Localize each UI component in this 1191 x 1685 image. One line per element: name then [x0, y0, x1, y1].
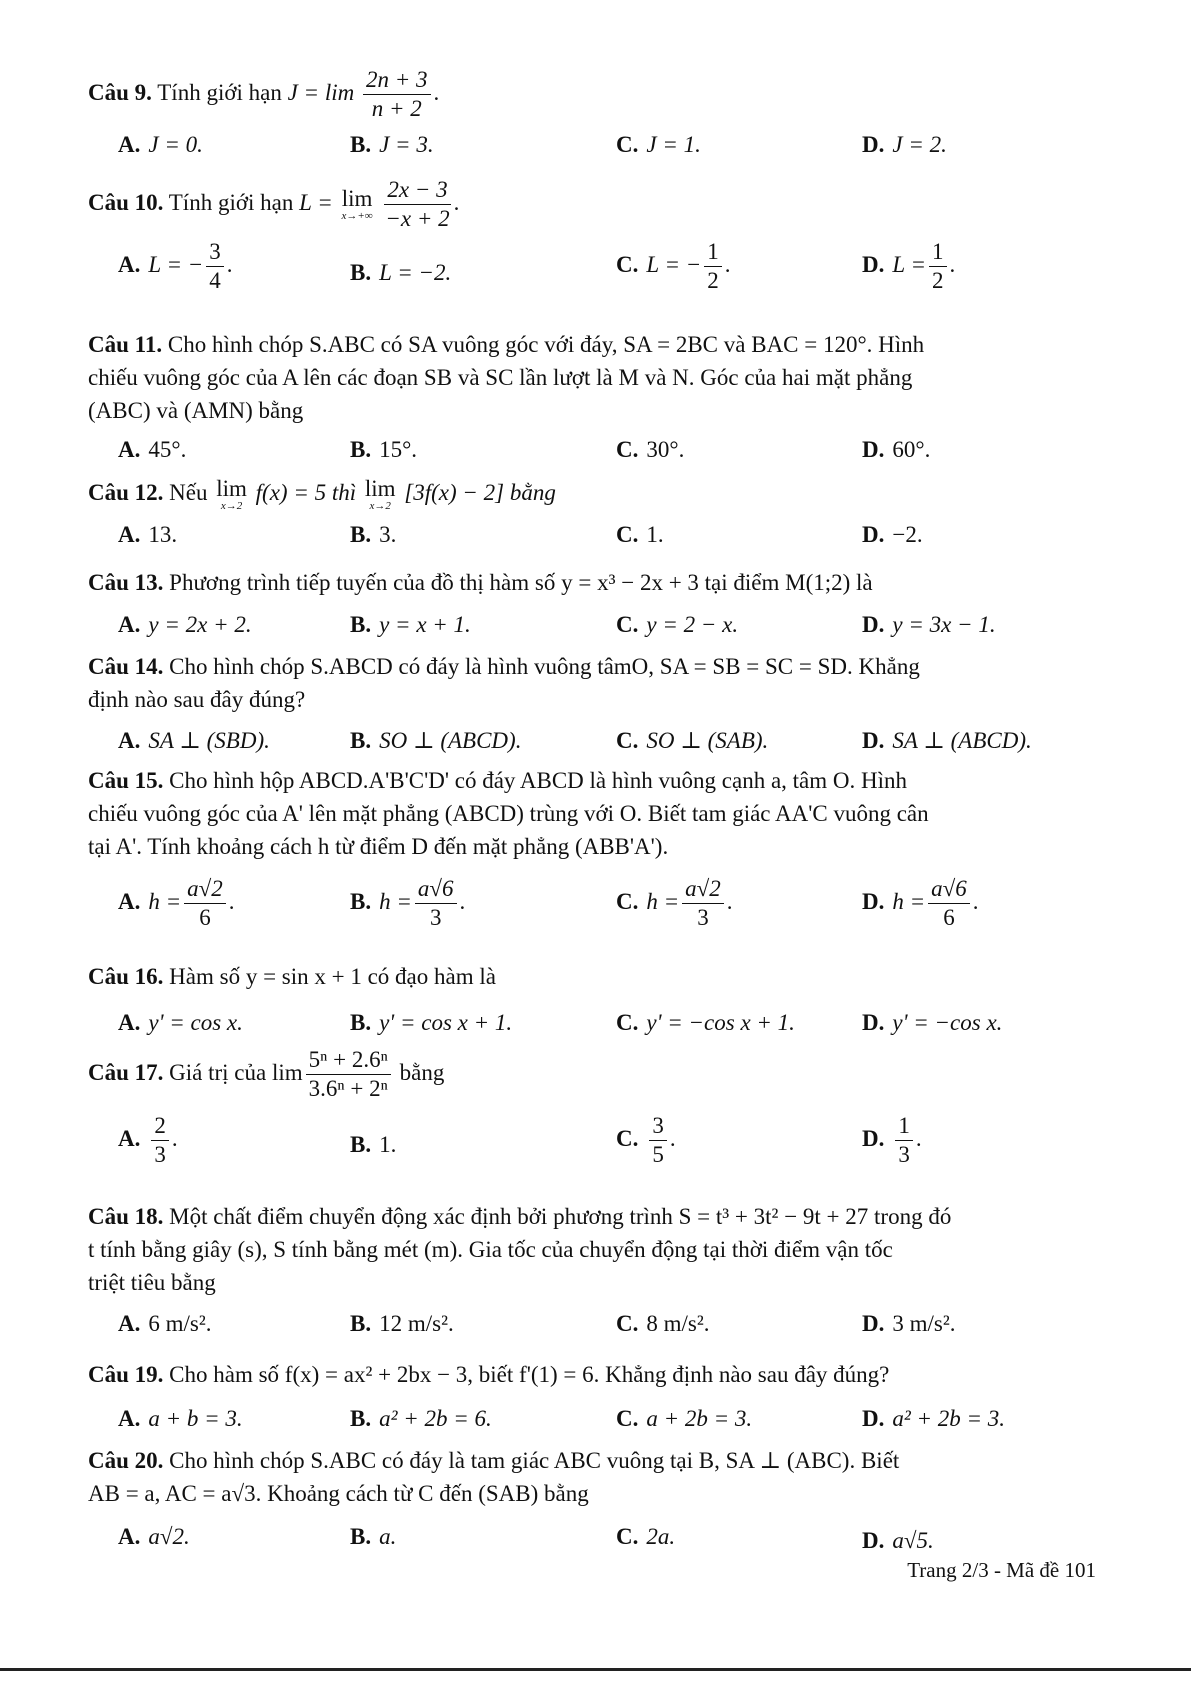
option-d[interactable]: D. −2.	[862, 522, 923, 547]
option-c[interactable]: C. h = $\frac{a√2}{3}$ .	[616, 876, 733, 930]
question-stem: Câu 11. Cho hình chóp S.ABC có SA vuông góc với đáy, SA = 2BC và BAC = 120°. Hình chiếu vuông góc của A lên các đoạn SB và SC lần lượt là M và N. Góc của hai mặt phẳng (ABC) và (AMN) bằng	[88, 332, 925, 423]
option-d[interactable]: D. $\frac{1}{3}$ .	[862, 1113, 922, 1167]
option-a[interactable]: A. 45°.	[118, 437, 187, 462]
option-b[interactable]: B. 12 m/s².	[350, 1311, 454, 1336]
option-b[interactable]: B. y = x + 1.	[350, 612, 471, 637]
options	[88, 518, 1098, 556]
question-12: Câu 12. Nếu lim x→2 f(x) = 5 thì lim x→2 [3f(x) − 2] bằng A. 13. B. 3. C. 1. D. −2.	[88, 476, 1098, 556]
option-c[interactable]: C. 2a.	[616, 1524, 676, 1549]
option-c[interactable]: C. J = 1.	[616, 132, 701, 157]
option-a[interactable]: A. y = 2x + 2.	[118, 612, 252, 637]
option-b[interactable]: B. J = 3.	[350, 132, 434, 157]
option-c[interactable]: C. y' = −cos x + 1.	[616, 1010, 795, 1035]
option-a[interactable]: A. 6 m/s².	[118, 1311, 212, 1336]
options	[88, 433, 1098, 471]
option-a[interactable]: A. y' = cos x.	[118, 1010, 243, 1035]
question-14	[88, 650, 1098, 762]
option-a[interactable]: A. a√2.	[118, 1524, 190, 1549]
question-stem: Câu 20. Cho hình chóp S.ABC có đáy là tam giác ABC vuông tại B, SA ⊥ (ABC). Biết AB = a, AC = a√3. Khoảng cách từ C đến (SAB) bằng	[88, 1448, 900, 1506]
denominator: −x + 2	[385, 206, 450, 231]
option-c[interactable]: C. L = − $\frac{1}{2}$ .	[616, 239, 731, 293]
option-d[interactable]: D. a² + 2b = 3.	[862, 1406, 1006, 1431]
option-a[interactable]: A. 13.	[118, 522, 178, 547]
question-13: Câu 13. Phương trình tiếp tuyến của đồ thị hàm số y = x³ − 2x + 3 tại điểm M(1;2) là A. y = 2x + 2. B. y = x + 1. C. y = 2 − x. D. y = 3x − 1.	[88, 566, 1098, 646]
option-c[interactable]: C. SO ⊥ (SAB).	[616, 728, 769, 753]
limit-lhs: L =	[299, 189, 333, 215]
option-d[interactable]: D. 60°.	[862, 437, 931, 462]
numerator: 2x − 3	[384, 176, 450, 205]
option-c[interactable]: C. 8 m/s².	[616, 1311, 710, 1336]
question-10: Câu 10. Tính giới hạn L = lim x→+∞ $\frac{2x - 3}{-x + 2}$ . A. L = − $\frac{3}{4}$ . B. L = −2. C. L = − $\frac{1}{2}$ . D. L = $\frac{1}{2}$ .	[88, 176, 1098, 310]
option-d[interactable]: D. a√5.	[862, 1528, 934, 1553]
question-stem: Câu 18. Một chất điểm chuyển động xác định bởi phương trình S = t³ + 3t² − 9t + 27 trong đó t tính bằng giây (s), S tính bằng mét (m). Gia tốc của chuyển động tại thời điểm vận tốc triệt tiêu bằng	[88, 1204, 952, 1295]
question-16: Câu 16. Hàm số y = sin x + 1 có đạo hàm là A. y' = cos x. B. y' = cos x + 1. C. y' = −cos x + 1. D. y' = −cos x.	[88, 960, 1098, 1044]
option-b[interactable]: B. 15°.	[350, 437, 418, 462]
question-text: Tính giới hạn	[168, 189, 294, 215]
option-d[interactable]: D. y = 3x − 1.	[862, 612, 996, 637]
option-b[interactable]: B. h = $\frac{a√6}{3}$ .	[350, 876, 466, 930]
options	[88, 1402, 1098, 1440]
fraction	[363, 66, 431, 123]
option-b[interactable]: B. 3.	[350, 522, 397, 547]
question-label: Câu 9.	[88, 79, 152, 105]
options	[88, 1520, 1098, 1558]
option-a[interactable]: A. h = $\frac{a√2}{6}$ .	[118, 876, 235, 930]
option-a[interactable]: A. J = 0.	[118, 132, 203, 157]
option-d[interactable]: D. 3 m/s².	[862, 1311, 956, 1336]
options	[88, 1006, 1098, 1044]
options	[88, 238, 1098, 310]
option-c[interactable]: C. 1.	[616, 522, 664, 547]
option-d[interactable]: D. J = 2.	[862, 132, 947, 157]
option-d[interactable]: D. SA ⊥ (ABCD).	[862, 728, 1032, 753]
option-a[interactable]: A. a + b = 3.	[118, 1406, 243, 1431]
option-d[interactable]: D. h = $\frac{a√6}{6}$ .	[862, 876, 979, 930]
option-c[interactable]: C. $\frac{3}{5}$ .	[616, 1113, 676, 1167]
option-b[interactable]: B. a.	[350, 1524, 397, 1549]
question-19: Câu 19. Cho hàm số f(x) = ax² + 2bx − 3, biết f'(1) = 6. Khẳng định nào sau đây đúng? A. a + b = 3. B. a² + 2b = 6. C. a + 2b = 3. D. a² + 2b = 3.	[88, 1358, 1098, 1440]
option-c[interactable]: C. y = 2 − x.	[616, 612, 739, 637]
denominator: n + 2	[371, 96, 422, 121]
option-a[interactable]: A. $\frac{2}{3}$ .	[118, 1113, 178, 1167]
question-20	[88, 1444, 1098, 1558]
option-a[interactable]: A. SA ⊥ (SBD).	[118, 728, 270, 753]
bottom-divider	[0, 1668, 1191, 1671]
question-label: Câu 10.	[88, 189, 164, 215]
options	[88, 1112, 1098, 1184]
option-b[interactable]: B. y' = cos x + 1.	[350, 1010, 513, 1035]
option-d[interactable]: D. y' = −cos x.	[862, 1010, 1003, 1035]
options	[88, 128, 1098, 166]
question-9: Câu 9. Tính giới hạn J = lim $\frac{2n + 3}{n + 2}$ . A. J = 0. B. J = 3. C. J = 1. D. J = 2.	[88, 66, 1098, 166]
option-c[interactable]: C. a + 2b = 3.	[616, 1406, 753, 1431]
option-b[interactable]: B. a² + 2b = 6.	[350, 1406, 492, 1431]
fraction	[384, 176, 450, 233]
question-17: Câu 17. Giá trị của lim $\frac{\text{5ⁿ + 2.6ⁿ}}{\text{3.6ⁿ + 2ⁿ}}$ bằng A. $\frac{2}{3}$ . B. 1. C. $\frac{3}{5}$ . D. $\frac{1}{3}$ .	[88, 1046, 1098, 1184]
question-18	[88, 1200, 1098, 1345]
option-c[interactable]: C. 30°.	[616, 437, 685, 462]
options	[88, 724, 1098, 762]
question-15	[88, 764, 1098, 953]
option-b[interactable]: B. L = −2.	[350, 260, 452, 285]
question-stem: Câu 14. Cho hình chóp S.ABCD có đáy là hình vuông tâmO, SA = SB = SC = SD. Khẳng định nào sau đây đúng?	[88, 654, 920, 712]
limit-lhs: J = lim	[287, 79, 355, 105]
limit-operator: lim x→+∞	[341, 185, 373, 222]
options	[88, 608, 1098, 646]
option-b[interactable]: B. SO ⊥ (ABCD).	[350, 728, 522, 753]
options	[88, 875, 1098, 953]
question-11	[88, 328, 1098, 471]
numerator: 2n + 3	[363, 66, 431, 95]
option-b[interactable]: B. 1.	[350, 1132, 397, 1157]
page-footer: Trang 2/3 - Mã đề 101	[907, 1558, 1096, 1582]
question-stem: Câu 15. Cho hình hộp ABCD.A'B'C'D' có đáy ABCD là hình vuông cạnh a, tâm O. Hình chiếu vuông góc của A' lên mặt phẳng (ABCD) trùng với O. Biết tam giác AA'C vuông cân tại A'. Tính khoảng cách h từ điểm D đến mặt phẳng (ABB'A').	[88, 768, 929, 859]
options	[88, 1307, 1098, 1345]
option-d[interactable]: D. L = $\frac{1}{2}$ .	[862, 239, 956, 293]
question-text: Tính giới hạn	[157, 79, 282, 105]
option-a[interactable]: A. L = − $\frac{3}{4}$ .	[118, 239, 233, 293]
